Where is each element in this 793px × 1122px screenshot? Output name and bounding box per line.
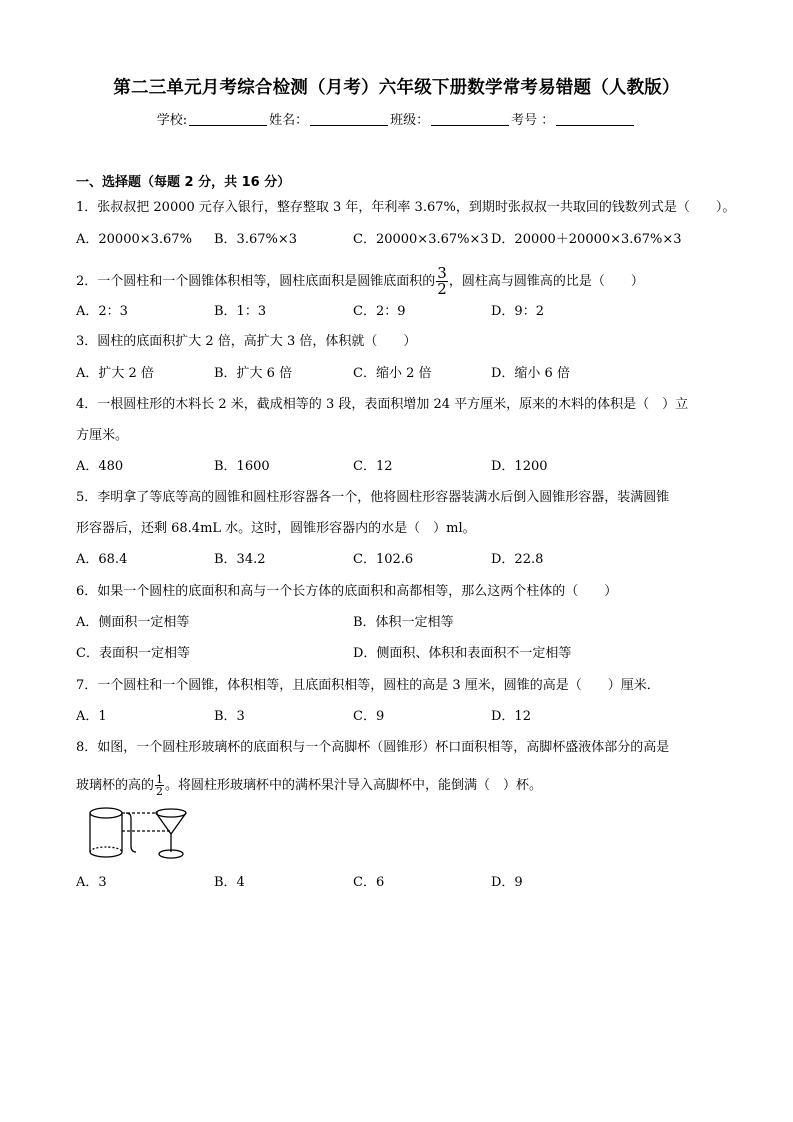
q5-option-b: B．34.2 bbox=[214, 552, 266, 567]
question-8-line-2 bbox=[76, 774, 542, 797]
page-title: 第二三单元月考综合检测（月考）六年级下册数学常考易错题（人教版） bbox=[113, 78, 680, 98]
q2-option-a: A．2：3 bbox=[76, 304, 128, 319]
student-info-line bbox=[0, 109, 793, 128]
school-label: 学校: bbox=[156, 113, 188, 128]
q4-option-a: A．480 bbox=[76, 459, 124, 474]
q8-text-before: 玻璃杯的高的 bbox=[76, 778, 155, 793]
q8-fraction bbox=[155, 774, 164, 797]
q6-option-d: D．侧面积、体积和表面积不一定相等 bbox=[353, 646, 572, 661]
q5-option-d: D．22.8 bbox=[491, 552, 544, 567]
q3-option-a: A．扩大 2 倍 bbox=[76, 366, 154, 381]
cylinder-bottom-hidden bbox=[90, 847, 122, 852]
q3-option-b: B．扩大 6 倍 bbox=[214, 366, 293, 381]
q2-option-b: B．1：3 bbox=[214, 304, 267, 319]
class-blank bbox=[431, 113, 509, 126]
question-5-line-2: 形容器后，还剩 68.4mL 水。这时，圆锥形容器内的水是（ ）ml。 bbox=[76, 521, 476, 536]
section-heading: 一、选择题（每题 2 分，共 16 分） bbox=[76, 175, 291, 190]
q8-frac-den: 2 bbox=[156, 785, 164, 798]
cylinder-bottom bbox=[90, 852, 122, 857]
q8-option-d: D．9 bbox=[491, 875, 523, 890]
q6-option-c: C．表面积一定相等 bbox=[76, 646, 190, 661]
q6-option-b: B．体积一定相等 bbox=[353, 615, 454, 630]
question-4-line-2: 方厘米。 bbox=[76, 428, 129, 443]
q5-option-c: C．102.6 bbox=[353, 552, 414, 567]
q2-option-d: D．9：2 bbox=[491, 304, 544, 319]
q2-fraction bbox=[436, 266, 448, 297]
q7-option-c: C．9 bbox=[353, 709, 385, 724]
q7-option-b: B．3 bbox=[214, 709, 245, 724]
question-8-line-1: 8．如图，一个圆柱形玻璃杯的底面积与一个高脚杯（圆锥形）杯口面积相等，高脚杯盛液体部分的高是 bbox=[76, 740, 670, 755]
question-6: 6．如果一个圆柱的底面积和高与一个长方体的底面积和高都相等，那么这两个柱体的（ ） bbox=[76, 584, 618, 599]
q7-option-d: D．12 bbox=[491, 709, 531, 724]
question-2 bbox=[76, 266, 644, 297]
q2-frac-den: 2 bbox=[437, 280, 447, 298]
exam-no-blank bbox=[556, 113, 634, 126]
class-label: 班级： bbox=[390, 113, 430, 128]
q8-text-after: 。将圆柱形玻璃杯中的满杯果汁导入高脚杯中，能倒满（ ）杯。 bbox=[165, 778, 543, 793]
q8-frac-num: 1 bbox=[156, 773, 164, 786]
question-7: 7．一个圆柱和一个圆锥，体积相等，且底面积相等，圆柱的高是 3 厘米，圆锥的高是（ ）厘米． bbox=[76, 678, 660, 693]
q4-option-b: B．1600 bbox=[214, 459, 270, 474]
cylinder-and-goblet-figure bbox=[76, 804, 200, 866]
q4-option-c: C．12 bbox=[353, 459, 393, 474]
q5-option-a: A．68.4 bbox=[76, 552, 128, 567]
q2-text-after: ，圆柱高与圆锥高的比是（ ） bbox=[448, 274, 644, 289]
name-blank bbox=[310, 113, 388, 126]
q8-option-c: C．6 bbox=[353, 875, 385, 890]
q8-option-b: B．4 bbox=[214, 875, 245, 890]
question-1: 1．张叔叔把 20000 元存入银行，整存整取 3 年，年利率 3.67%，到期时张叔叔一共取回的钱数列式是（ ）。 bbox=[76, 200, 736, 215]
q1-option-a: A．20000×3.67% bbox=[76, 232, 192, 247]
goblet-rim bbox=[156, 809, 186, 817]
q2-option-c: C．2：9 bbox=[353, 304, 406, 319]
q1-option-c: C．20000×3.67%×3 bbox=[353, 232, 489, 247]
height-brace bbox=[126, 813, 136, 852]
q1-option-d: D．20000＋20000×3.67%×3 bbox=[491, 232, 682, 247]
question-5-line-1: 5．李明拿了等底等高的圆锥和圆柱形容器各一个，他将圆柱形容器装满水后倒入圆锥形容器，装满圆锥 bbox=[76, 490, 670, 505]
q3-option-d: D．缩小 6 倍 bbox=[491, 366, 570, 381]
q1-option-b: B．3.67%×3 bbox=[214, 232, 298, 247]
q8-option-a: A．3 bbox=[76, 875, 107, 890]
question-4-line-1: 4．一根圆柱形的木料长 2 米，截成相等的 3 段，表面积增加 24 平方厘米，原来的木料的体积是（ ）立 bbox=[76, 397, 689, 412]
cylinder-top bbox=[90, 808, 122, 818]
school-blank bbox=[189, 113, 267, 126]
exam-no-label: 考号 ： bbox=[511, 113, 555, 128]
q6-option-a: A．侧面积一定相等 bbox=[76, 615, 190, 630]
q2-text-before: 2．一个圆柱和一个圆锥体积相等，圆柱底面积是圆锥底面积的 bbox=[76, 274, 436, 289]
q4-option-d: D．1200 bbox=[491, 459, 548, 474]
name-label: 姓名： bbox=[269, 113, 309, 128]
question-3: 3．圆柱的底面积扩大 2 倍，高扩大 3 倍，体积就（ ） bbox=[76, 334, 417, 349]
q3-option-c: C．缩小 2 倍 bbox=[353, 366, 432, 381]
q2-frac-num: 3 bbox=[437, 264, 447, 282]
q7-option-a: A．1 bbox=[76, 709, 107, 724]
